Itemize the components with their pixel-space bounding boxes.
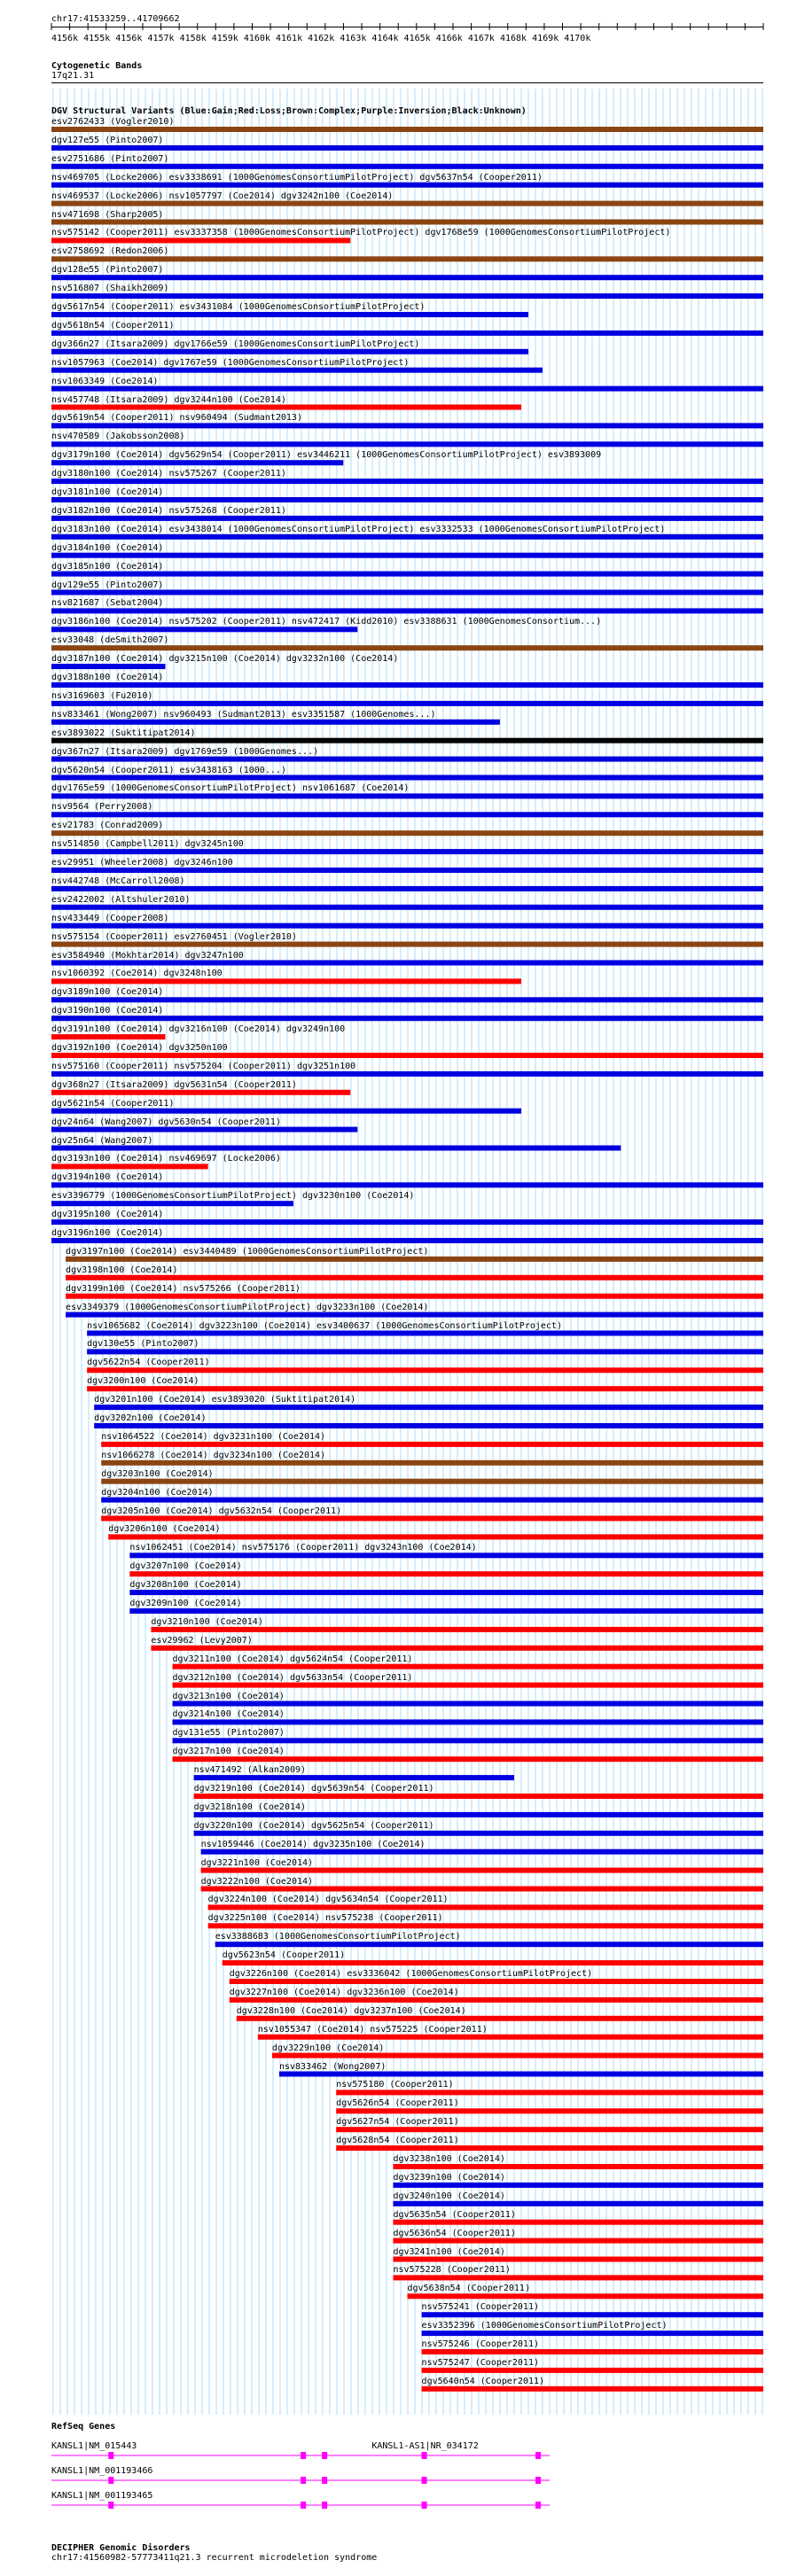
tick-label: 4169k <box>532 34 559 43</box>
variant-label[interactable]: nsv1062451 (Coe2014) nsv575176 (Cooper2011) dgv3243n100 (Coe2014) <box>129 1543 477 1553</box>
variant-label[interactable]: dgv5636n54 (Cooper2011) <box>393 2228 516 2238</box>
variant-label[interactable]: dgv5635n54 (Cooper2011) <box>393 2209 516 2220</box>
variant-bar[interactable] <box>51 127 763 132</box>
variant-label[interactable]: esv29951 (Wheeler2008) dgv3246n100 <box>51 858 233 868</box>
variant-bar[interactable] <box>51 1127 357 1132</box>
variant-bar[interactable] <box>258 2035 763 2040</box>
variant-bar[interactable] <box>101 1479 763 1484</box>
variant-label[interactable]: dgv3209n100 (Coe2014) <box>129 1599 242 1608</box>
variant-bar[interactable] <box>336 2090 763 2095</box>
variant-bar[interactable] <box>51 849 763 854</box>
variant-bar[interactable] <box>129 1590 763 1595</box>
variant-label[interactable]: nsv471698 (Sharp2005) <box>51 209 164 220</box>
variant-bar[interactable] <box>51 886 763 891</box>
variant-label[interactable]: dgv366n27 (Itsara2009) dgv1766e59 (1000GenomesConsortiumPilotProject) <box>51 339 420 349</box>
variant-bar[interactable] <box>393 2275 763 2280</box>
variant-label[interactable]: dgv3227n100 (Coe2014) dgv3236n100 (Coe2014) <box>229 1987 459 1997</box>
variant-label[interactable]: dgv3204n100 (Coe2014) <box>101 1487 214 1498</box>
variant-bar[interactable] <box>272 2053 763 2058</box>
variant-label[interactable]: dgv1765e59 (1000GenomesConsortiumPilotProject) nsv1061687 (Coe2014) <box>51 783 410 794</box>
tick-label: 4163k <box>340 34 367 43</box>
variant-bar[interactable] <box>51 738 763 743</box>
variant-bar[interactable] <box>173 1719 763 1724</box>
variant-bar[interactable] <box>51 1090 350 1095</box>
variant-bar[interactable] <box>51 830 763 836</box>
variant-label[interactable]: dgv3194n100 (Coe2014) <box>51 1172 164 1183</box>
variant-bar[interactable] <box>87 1331 763 1336</box>
variant-label[interactable]: dgv3189n100 (Coe2014) <box>51 987 164 998</box>
variant-bar[interactable] <box>51 720 500 725</box>
variant-bar[interactable] <box>51 812 763 817</box>
variant-bar[interactable] <box>51 1219 763 1225</box>
variant-bar[interactable] <box>66 1257 763 1262</box>
variant-bar[interactable] <box>173 1756 763 1762</box>
variant-label[interactable]: nsv1060392 (Coe2014) dgv3248n100 <box>51 969 223 979</box>
variant-label[interactable]: dgv3211n100 (Coe2014) dgv5624n54 (Cooper2011) <box>172 1654 413 1664</box>
variant-label[interactable]: dgv130e55 (Pinto2007) <box>87 1339 199 1350</box>
variant-label[interactable]: dgv3206n100 (Coe2014) <box>108 1524 221 1535</box>
variant-label[interactable]: dgv3222n100 (Coe2014) <box>200 1876 314 1887</box>
variant-bar[interactable] <box>173 1683 763 1688</box>
variant-label[interactable]: dgv3225n100 (Coe2014) nsv575238 (Cooper2011) <box>207 1913 443 1924</box>
variant-label[interactable]: dgv3212n100 (Coe2014) dgv5633n54 (Cooper2011) <box>172 1672 413 1683</box>
variant-label[interactable]: dgv3198n100 (Coe2014) <box>66 1265 178 1275</box>
variant-bar[interactable] <box>51 386 763 392</box>
variant-label[interactable]: dgv3196n100 (Coe2014) <box>51 1228 164 1238</box>
variant-label[interactable]: esv29962 (Levy2007) <box>151 1635 253 1646</box>
tick-label: 4166k <box>435 34 463 43</box>
variant-bar[interactable] <box>51 441 763 447</box>
variant-label[interactable]: dgv3226n100 (Coe2014) esv3336042 (1000GenomesConsortiumPilotProject) <box>229 1969 593 1979</box>
variant-bar[interactable] <box>51 479 763 484</box>
tick-label: 4161k <box>275 34 303 43</box>
variant-bar[interactable] <box>94 1405 763 1410</box>
variant-bar[interactable] <box>51 331 763 336</box>
variant-label[interactable]: dgv3201n100 (Coe2014) esv3893020 (Suktitipat2014) <box>94 1395 356 1405</box>
variant-bar[interactable] <box>393 2220 763 2225</box>
variant-bar[interactable] <box>94 1423 763 1428</box>
tick-label: 4157k <box>147 34 175 43</box>
tick-label: 4167k <box>467 34 495 43</box>
variant-label[interactable]: esv3352396 (1000GenomesConsortiumPilotProject) <box>421 2321 668 2331</box>
variant-bar[interactable] <box>51 553 763 558</box>
variant-bar[interactable] <box>173 1701 763 1707</box>
variant-bar[interactable] <box>230 1979 763 1984</box>
variant-bar[interactable] <box>51 1146 621 1151</box>
variant-label[interactable]: dgv3205n100 (Coe2014) dgv5632n54 (Cooper2011) <box>101 1506 342 1516</box>
variant-bar[interactable] <box>223 1960 763 1965</box>
variant-bar[interactable] <box>194 1794 763 1799</box>
variant-bar[interactable] <box>201 1868 763 1873</box>
variant-label[interactable]: dgv3217n100 (Coe2014) <box>172 1747 285 1757</box>
variant-label[interactable]: esv2422002 (Altshuler2010) <box>51 894 191 905</box>
variant-label[interactable]: dgv3238n100 (Coe2014) <box>393 2154 505 2164</box>
variant-bar[interactable] <box>422 2331 763 2336</box>
variant-label[interactable]: dgv3191n100 (Coe2014) dgv3216n100 (Coe2014) dgv3249n100 <box>51 1024 346 1035</box>
variant-label[interactable]: dgv3180n100 (Coe2014) nsv575267 (Cooper2011) <box>51 469 286 479</box>
cytobands-track-title[interactable]: Cytogenetic Bands <box>51 61 143 71</box>
variant-label[interactable]: nsv575160 (Cooper2011) nsv575204 (Cooper2011) dgv3251n100 <box>51 1061 356 1071</box>
variant-label[interactable]: dgv3183n100 (Coe2014) esv3438014 (1000GenomesConsortiumPilotProject) esv3332533 (1000GenomesConsortiumPilotProject) <box>51 524 666 534</box>
variant-label[interactable]: dgv3208n100 (Coe2014) <box>129 1580 242 1591</box>
variant-label[interactable]: nsv470589 (Jakobsson2008) <box>51 432 185 442</box>
variant-label[interactable]: esv2762433 (Vogler2010) <box>51 117 175 127</box>
gene-exon[interactable] <box>422 2477 427 2484</box>
variant-bar[interactable] <box>87 1386 763 1391</box>
variant-label[interactable]: nsv575154 (Cooper2011) esv2760451 (Vogler2010) <box>51 931 297 942</box>
variant-bar[interactable] <box>51 349 528 354</box>
variant-bar[interactable] <box>129 1571 763 1576</box>
variant-label[interactable]: dgv5623n54 (Cooper2011) <box>222 1950 346 1961</box>
variant-bar[interactable] <box>201 1849 763 1855</box>
variant-label[interactable]: dgv3195n100 (Coe2014) <box>51 1210 164 1220</box>
variant-label[interactable]: nsv1066278 (Coe2014) dgv3234n100 (Coe2014) <box>101 1450 326 1460</box>
variant-bar[interactable] <box>51 534 763 540</box>
cytoband-bar <box>51 82 763 83</box>
variant-label[interactable]: nsv1055347 (Coe2014) nsv575225 (Cooper2011) <box>257 2024 488 2035</box>
variant-label[interactable]: dgv3202n100 (Coe2014) <box>94 1413 207 1423</box>
variant-bar[interactable] <box>129 1608 763 1614</box>
variant-bar[interactable] <box>51 1034 165 1039</box>
decipher-entry[interactable]: chr17:41560982-57773411q21.3 recurrent microdeletion syndrome <box>51 2553 378 2563</box>
variant-label[interactable]: dgv3187n100 (Coe2014) dgv3215n100 (Coe2014) dgv3232n100 (Coe2014) <box>51 654 399 665</box>
variant-bar[interactable] <box>194 1775 514 1780</box>
variant-bar[interactable] <box>422 2312 763 2317</box>
variant-label[interactable]: dgv3214n100 (Coe2014) <box>172 1709 285 1720</box>
variant-bar[interactable] <box>215 1942 763 1947</box>
tick-label: 4168k <box>499 34 527 43</box>
variant-label[interactable]: dgv5622n54 (Cooper2011) <box>87 1358 210 1368</box>
variant-bar[interactable] <box>51 1016 763 1021</box>
variant-bar[interactable] <box>51 1053 763 1058</box>
gene-exon[interactable] <box>422 2502 427 2509</box>
variant-bar[interactable] <box>51 497 763 502</box>
variant-label[interactable]: dgv3207n100 (Coe2014) <box>129 1561 242 1572</box>
variant-label[interactable]: nsv575180 (Cooper2011) <box>336 2080 454 2090</box>
tick-label: 4156k <box>51 34 79 43</box>
variant-label[interactable]: dgv3182n100 (Coe2014) nsv575268 (Cooper2011) <box>51 505 286 516</box>
variant-label[interactable]: dgv5640n54 (Cooper2011) <box>421 2376 545 2386</box>
gene-exon[interactable] <box>108 2477 113 2484</box>
variant-label[interactable]: dgv3224n100 (Coe2014) dgv5634n54 (Cooper2011) <box>207 1895 449 1905</box>
variant-bar[interactable] <box>51 590 763 595</box>
variant-bar[interactable] <box>393 2201 763 2206</box>
variant-label[interactable]: nsv575228 (Cooper2011) <box>393 2265 511 2276</box>
position-readout: chr17:41533259..41709662 <box>51 14 180 24</box>
variant-bar[interactable] <box>87 1349 763 1354</box>
variant-label[interactable]: nsv471492 (Alkan2009) <box>193 1765 307 1776</box>
variant-bar[interactable] <box>66 1312 763 1318</box>
variant-bar[interactable] <box>87 1367 763 1373</box>
variant-bar[interactable] <box>151 1646 763 1651</box>
variant-label[interactable]: esv3388683 (1000GenomesConsortiumPilotProject) <box>215 1932 461 1942</box>
variant-label[interactable]: nsv1057963 (Coe2014) dgv1767e59 (1000GenomesConsortiumPilotProject) <box>51 357 410 368</box>
refseq-track-title[interactable]: RefSeq Genes <box>51 2422 116 2432</box>
variant-bar[interactable] <box>101 1442 763 1447</box>
variant-label[interactable]: nsv514850 (Campbell2011) dgv3245n100 <box>51 839 244 850</box>
variant-bar[interactable] <box>422 2368 763 2373</box>
gene-label[interactable]: KANSL1|NM_001193466 <box>51 2466 153 2476</box>
variant-label[interactable]: dgv3181n100 (Coe2014) <box>51 487 164 497</box>
variant-label[interactable]: dgv5620n54 (Cooper2011) esv3438163 (1000...) <box>51 765 286 775</box>
variant-bar[interactable] <box>51 423 763 428</box>
gene-exon[interactable] <box>535 2502 541 2509</box>
gene-exon[interactable] <box>322 2452 327 2459</box>
gene-exon[interactable] <box>535 2452 541 2459</box>
variant-label[interactable]: nsv575247 (Cooper2011) <box>421 2357 539 2368</box>
tick-label: 4164k <box>371 34 399 43</box>
variant-bar[interactable] <box>51 701 763 706</box>
variant-label[interactable]: nsv575241 (Cooper2011) <box>421 2302 539 2313</box>
variant-bar[interactable] <box>336 2108 763 2113</box>
variant-label[interactable]: dgv5619n54 (Cooper2011) nsv960494 (Sudmant2013) <box>51 413 302 424</box>
gene-exon[interactable] <box>108 2452 113 2459</box>
variant-label[interactable]: nsv1059446 (Coe2014) dgv3235n100 (Coe2014) <box>200 1839 426 1849</box>
variant-bar[interactable] <box>101 1516 763 1521</box>
variant-label[interactable]: dgv25n64 (Wang2007) <box>51 1135 153 1146</box>
variant-label[interactable]: dgv3185n100 (Coe2014) <box>51 561 164 572</box>
variant-label[interactable]: esv21783 (Conrad2009) <box>51 821 164 831</box>
variant-label[interactable]: dgv3200n100 (Coe2014) <box>87 1376 199 1387</box>
variant-label[interactable]: dgv5617n54 (Cooper2011) esv3431084 (1000GenomesConsortiumPilotProject) <box>51 302 426 312</box>
gene-label[interactable]: KANSL1-AS1|NR_034172 <box>371 2441 479 2451</box>
variant-label[interactable]: nsv3169603 (Fu2010) <box>51 690 153 701</box>
variant-bar[interactable] <box>51 256 763 261</box>
variant-label[interactable]: dgv3190n100 (Coe2014) <box>51 1006 164 1016</box>
variant-bar[interactable] <box>51 1182 763 1187</box>
variant-bar[interactable] <box>51 293 763 299</box>
variant-label[interactable]: esv3396779 (1000GenomesConsortiumPilotProject) dgv3230n100 (Coe2014) <box>51 1191 415 1202</box>
variant-label[interactable]: esv3349379 (1000GenomesConsortiumPilotProject) dgv3233n100 (Coe2014) <box>66 1302 429 1312</box>
variant-label[interactable]: dgv3239n100 (Coe2014) <box>393 2172 505 2183</box>
variant-label[interactable]: dgv3229n100 (Coe2014) <box>271 2043 385 2053</box>
variant-label[interactable]: nsv575246 (Cooper2011) <box>421 2339 539 2349</box>
variant-label[interactable]: nsv821687 (Sebat2004) <box>51 598 164 609</box>
variant-bar[interactable] <box>336 2145 763 2151</box>
variant-bar[interactable] <box>51 572 763 577</box>
variant-label[interactable]: nsv433449 (Cooper2008) <box>51 913 169 923</box>
cytoband-label[interactable]: 17q21.31 <box>51 71 95 81</box>
tick-label: 4162k <box>308 34 335 43</box>
variant-bar[interactable] <box>51 405 521 410</box>
ruler-tick-labels <box>51 34 590 43</box>
variant-bar[interactable] <box>51 923 763 929</box>
variant-label[interactable]: dgv368n27 (Itsara2009) dgv5631n54 (Cooper2011) <box>51 1079 297 1090</box>
variant-label[interactable]: dgv3220n100 (Coe2014) dgv5625n54 (Cooper2011) <box>193 1820 434 1831</box>
variant-bar[interactable] <box>51 757 763 762</box>
variant-bar[interactable] <box>51 978 521 984</box>
gene-exon[interactable] <box>322 2502 327 2509</box>
variant-label[interactable]: nsv9564 (Perry2008) <box>51 802 153 813</box>
variant-bar[interactable] <box>51 645 763 650</box>
variant-bar[interactable] <box>237 2016 763 2021</box>
tick-label: 4155k <box>83 34 111 43</box>
variant-bar[interactable] <box>51 460 343 465</box>
variant-bar[interactable] <box>393 2164 763 2169</box>
variant-label[interactable]: dgv3186n100 (Coe2014) nsv575202 (Cooper2011) nsv472417 (Kidd2010) esv3388631 (1000GenomesConsortium...) <box>51 617 602 627</box>
gene-label[interactable]: KANSL1|NM_015443 <box>51 2441 137 2451</box>
variant-label[interactable]: dgv129e55 (Pinto2007) <box>51 580 164 590</box>
variant-bar[interactable] <box>51 201 763 206</box>
variant-label[interactable]: dgv5618n54 (Cooper2011) <box>51 320 175 331</box>
variant-bar[interactable] <box>51 312 528 317</box>
variant-label[interactable]: esv2751686 (Pinto2007) <box>51 153 169 164</box>
variant-label[interactable]: dgv5626n54 (Cooper2011) <box>336 2098 459 2109</box>
variant-bar[interactable] <box>51 275 763 280</box>
variant-label[interactable]: nsv469705 (Locke2006) esv3338691 (1000GenomesConsortiumPilotProject) dgv5637n54 (Cooper2011) <box>51 172 543 183</box>
variant-bar[interactable] <box>208 1904 763 1910</box>
variant-label[interactable]: dgv127e55 (Pinto2007) <box>51 135 164 145</box>
variant-label[interactable]: esv2758692 (Redon2006) <box>51 246 169 257</box>
variant-label[interactable]: dgv3240n100 (Coe2014) <box>393 2191 505 2201</box>
variant-bar[interactable] <box>230 1997 763 2003</box>
variant-label[interactable]: esv33048 (deSmith2007) <box>51 635 169 646</box>
variant-label[interactable]: dgv5627n54 (Cooper2011) <box>336 2117 459 2128</box>
dgv-variant-bars[interactable] <box>51 127 763 2392</box>
variant-bar[interactable] <box>173 1664 763 1669</box>
variant-label[interactable]: nsv442748 (McCarroll2008) <box>51 876 185 886</box>
variant-bar[interactable] <box>51 942 763 947</box>
variant-bar[interactable] <box>51 664 165 669</box>
variant-bar[interactable] <box>151 1627 763 1632</box>
variant-label[interactable]: dgv3219n100 (Coe2014) dgv5639n54 (Cooper2011) <box>193 1784 434 1794</box>
variant-bar[interactable] <box>279 2072 763 2077</box>
variant-bar[interactable] <box>51 368 543 373</box>
variant-label[interactable]: dgv3184n100 (Coe2014) <box>51 542 164 553</box>
tick-label: 4158k <box>179 34 207 43</box>
variant-bar[interactable] <box>108 1534 763 1539</box>
variant-label[interactable]: dgv3199n100 (Coe2014) nsv575266 (Cooper2011) <box>66 1283 301 1294</box>
variant-bar[interactable] <box>51 775 763 781</box>
variant-label[interactable]: nsv1065682 (Coe2014) dgv3223n100 (Coe2014) esv3400637 (1000GenomesConsortiumPilotProject) <box>87 1320 562 1331</box>
variant-bar[interactable] <box>66 1275 763 1280</box>
variant-label[interactable]: dgv131e55 (Pinto2007) <box>172 1728 285 1739</box>
variant-bar[interactable] <box>101 1498 763 1503</box>
variant-label[interactable]: dgv5638n54 (Cooper2011) <box>407 2284 530 2294</box>
variant-bar[interactable] <box>422 2386 763 2392</box>
variant-label[interactable]: dgv3228n100 (Coe2014) dgv3237n100 (Coe2014) <box>236 2005 466 2016</box>
variant-bar[interactable] <box>51 626 357 632</box>
variant-bar[interactable] <box>208 1923 763 1928</box>
variant-label[interactable]: dgv3210n100 (Coe2014) <box>151 1616 263 1627</box>
variant-bar[interactable] <box>393 2183 763 2188</box>
variant-bar[interactable] <box>51 1109 521 1114</box>
variant-label[interactable]: nsv833462 (Wong2007) <box>278 2061 387 2072</box>
gene-exon[interactable] <box>108 2502 113 2509</box>
variant-bar[interactable] <box>51 905 763 910</box>
variant-bar[interactable] <box>51 1238 763 1243</box>
variant-label[interactable]: nsv833461 (Wong2007) nsv960493 (Sudmant2013) esv3351587 (1000Genomes...) <box>51 709 436 720</box>
variant-label[interactable]: dgv3241n100 (Coe2014) <box>393 2246 505 2257</box>
variant-bar[interactable] <box>51 145 763 151</box>
variant-label[interactable]: nsv469537 (Locke2006) nsv1057797 (Coe2014) dgv3242n100 (Coe2014) <box>51 191 394 201</box>
variant-label[interactable]: dgv24n64 (Wang2007) dgv5630n54 (Cooper2011) <box>51 1117 281 1127</box>
variant-bar[interactable] <box>51 164 763 169</box>
variant-label[interactable]: dgv3179n100 (Coe2014) dgv5629n54 (Cooper2011) esv3446211 (1000GenomesConsortiumPilotProject) esv3893009 <box>51 450 602 461</box>
variant-bar[interactable] <box>51 1163 208 1169</box>
variant-label[interactable]: nsv1064522 (Coe2014) dgv3231n100 (Coe2014) <box>101 1431 326 1442</box>
variant-bar[interactable] <box>51 220 763 225</box>
variant-label[interactable]: nsv1063349 (Coe2014) <box>51 376 159 386</box>
decipher-track-title[interactable]: DECIPHER Genomic Disorders <box>51 2543 191 2553</box>
variant-label[interactable]: dgv3203n100 (Coe2014) <box>101 1468 214 1479</box>
variant-label[interactable]: dgv3213n100 (Coe2014) <box>172 1691 285 1701</box>
variant-bar[interactable] <box>393 2238 763 2244</box>
variant-bar[interactable] <box>51 793 763 798</box>
gene-exon[interactable] <box>301 2452 306 2459</box>
variant-label[interactable]: esv3893022 (Suktitipat2014) <box>51 728 196 738</box>
variant-bar[interactable] <box>51 608 763 613</box>
variant-label[interactable]: dgv367n27 (Itsara2009) dgv1769e59 (1000Genomes...) <box>51 746 319 757</box>
variant-label[interactable]: dgv3192n100 (Coe2014) dgv3250n100 <box>51 1043 228 1053</box>
variant-bar[interactable] <box>201 1887 763 1892</box>
variant-label[interactable]: esv3584940 (Mokhtar2014) dgv3247n100 <box>51 950 244 961</box>
variant-label[interactable]: dgv3221n100 (Coe2014) <box>200 1857 314 1868</box>
tick-label: 4160k <box>243 34 270 43</box>
variant-bar[interactable] <box>422 2349 763 2354</box>
variant-bar[interactable] <box>66 1294 763 1299</box>
variant-bar[interactable] <box>173 1738 763 1743</box>
variant-label[interactable]: dgv3193n100 (Coe2014) nsv469697 (Locke2006) <box>51 1154 281 1164</box>
gene-exon[interactable] <box>301 2502 306 2509</box>
variant-bar[interactable] <box>51 997 763 1002</box>
variant-bar[interactable] <box>51 868 763 873</box>
variant-label[interactable]: dgv128e55 (Pinto2007) <box>51 265 164 276</box>
variant-label[interactable]: nsv516807 (Shaikh2009) <box>51 284 169 294</box>
gene-exon[interactable] <box>422 2452 427 2459</box>
variant-bar[interactable] <box>336 2127 763 2132</box>
variant-label[interactable]: dgv3197n100 (Coe2014) esv3440489 (1000GenomesConsortiumPilotProject) <box>66 1246 429 1257</box>
variant-bar[interactable] <box>393 2257 763 2262</box>
variant-bar[interactable] <box>194 1812 763 1817</box>
variant-bar[interactable] <box>51 183 763 188</box>
variant-label[interactable]: dgv3188n100 (Coe2014) <box>51 673 164 682</box>
variant-label[interactable]: nsv575142 (Cooper2011) esv3337358 (1000GenomesConsortiumPilotProject) dgv1768e59 (1000GenomesConsortiumPilotProject) <box>51 228 671 238</box>
variant-bar[interactable] <box>408 2293 764 2299</box>
variant-bar[interactable] <box>51 682 763 688</box>
variant-label[interactable]: dgv3218n100 (Coe2014) <box>193 1802 307 1812</box>
variant-bar[interactable] <box>129 1553 763 1558</box>
variant-bar[interactable] <box>51 1201 293 1206</box>
variant-bar[interactable] <box>51 1071 763 1077</box>
tick-label: 4156k <box>115 34 143 43</box>
dgv-track-title[interactable]: DGV Structural Variants (Blue:Gain;Red:Loss;Brown:Complex;Purple:Inversion;Black:Unknown) <box>51 106 527 116</box>
variant-bar[interactable] <box>51 237 350 243</box>
variant-bar[interactable] <box>51 516 763 521</box>
tick-label: 4170k <box>564 34 591 43</box>
gene-exon[interactable] <box>301 2477 306 2484</box>
gene-exon[interactable] <box>322 2477 327 2484</box>
tick-label: 4165k <box>403 34 431 43</box>
variant-label[interactable]: nsv457748 (Itsara2009) dgv3244n100 (Coe2014) <box>51 394 286 405</box>
variant-bar[interactable] <box>194 1831 763 1836</box>
variant-bar[interactable] <box>51 961 763 966</box>
tick-label: 4159k <box>211 34 238 43</box>
variant-label[interactable]: dgv5621n54 (Cooper2011) <box>51 1098 175 1109</box>
gene-label[interactable]: KANSL1|NM_001193465 <box>51 2491 153 2501</box>
variant-label[interactable]: dgv5628n54 (Cooper2011) <box>336 2136 459 2146</box>
variant-bar[interactable] <box>101 1460 763 1466</box>
gene-exon[interactable] <box>535 2477 541 2484</box>
